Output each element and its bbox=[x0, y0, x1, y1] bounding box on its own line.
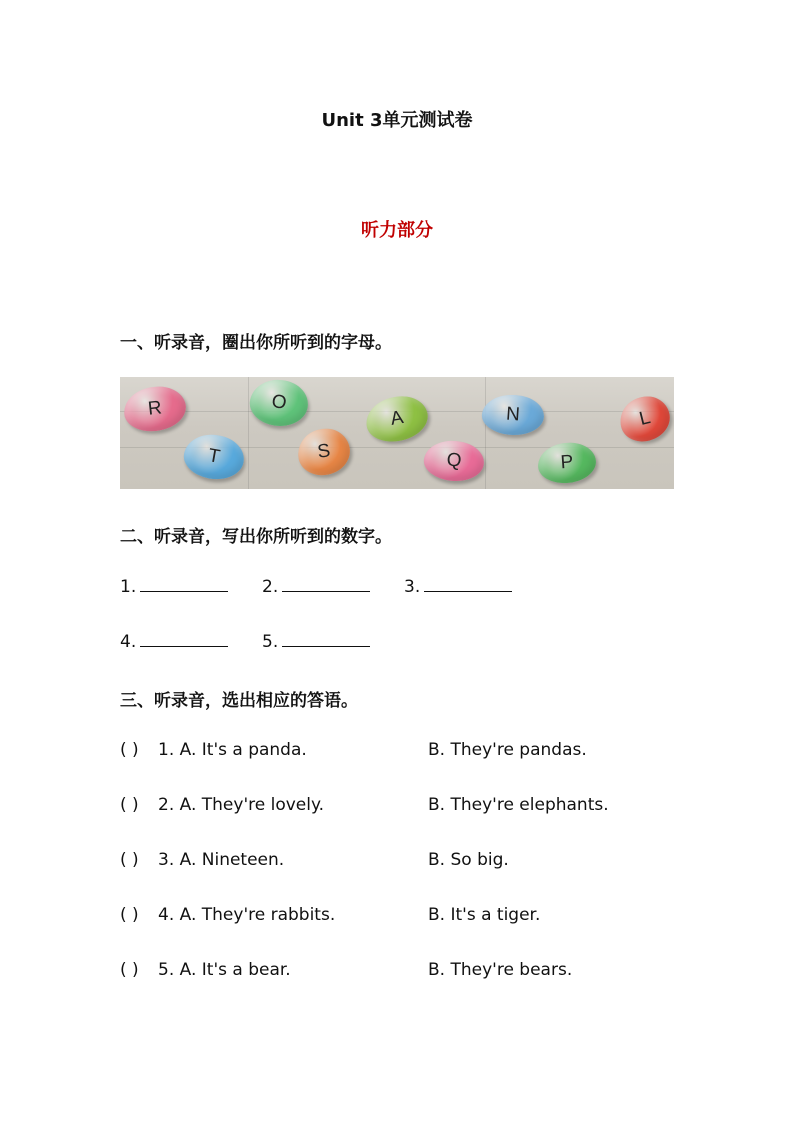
section1-heading: 一、听录音，圈出你所听到的字母。 bbox=[120, 333, 392, 353]
blank-number: 2. bbox=[262, 577, 279, 597]
answer-paren[interactable]: ( ) bbox=[120, 960, 139, 980]
answer-paren[interactable]: ( ) bbox=[120, 740, 139, 760]
option-a: 2. A. They're lovely. bbox=[158, 795, 324, 815]
option-b: B. It's a tiger. bbox=[428, 905, 541, 925]
page-title: Unit 3单元测试卷 bbox=[321, 110, 473, 131]
letter-label: Q bbox=[445, 449, 463, 472]
blank-number: 4. bbox=[120, 632, 137, 652]
option-a: 3. A. Nineteen. bbox=[158, 850, 285, 870]
option-b: B. They're pandas. bbox=[428, 740, 587, 760]
question-row bbox=[120, 795, 680, 819]
option-b: B. So big. bbox=[428, 850, 509, 870]
letter-stone bbox=[122, 384, 188, 434]
letter-label: T bbox=[206, 445, 222, 468]
answer-paren[interactable]: ( ) bbox=[120, 795, 139, 815]
answer-blank[interactable] bbox=[282, 590, 370, 592]
option-a: 1. A. It's a panda. bbox=[158, 740, 307, 760]
question-row bbox=[120, 850, 680, 874]
letter-stone bbox=[363, 392, 432, 446]
letter-stone bbox=[615, 392, 674, 447]
letter-label: P bbox=[559, 451, 575, 474]
letter-label: R bbox=[147, 397, 163, 420]
letter-stone bbox=[422, 438, 486, 484]
option-b: B. They're elephants. bbox=[428, 795, 609, 815]
section3-heading: 三、听录音，选出相应的答语。 bbox=[120, 691, 358, 711]
answer-blank[interactable] bbox=[140, 590, 228, 592]
letter-label: A bbox=[388, 407, 405, 430]
blank-number: 1. bbox=[120, 577, 137, 597]
letter-label: L bbox=[637, 407, 653, 430]
blank-number: 5. bbox=[262, 632, 279, 652]
option-a: 5. A. It's a bear. bbox=[158, 960, 291, 980]
letter-stone bbox=[247, 377, 311, 430]
answer-paren[interactable]: ( ) bbox=[120, 905, 139, 925]
letter-stone bbox=[481, 393, 546, 437]
letter-label: S bbox=[316, 440, 332, 463]
number-blank-1 bbox=[120, 577, 228, 597]
listening-section-title: 听力部分 bbox=[361, 220, 433, 241]
letter-label: N bbox=[505, 403, 521, 426]
question-row bbox=[120, 740, 680, 764]
question-row bbox=[120, 905, 680, 929]
answer-paren[interactable]: ( ) bbox=[120, 850, 139, 870]
letter-label: O bbox=[270, 391, 288, 414]
letter-stones-image bbox=[120, 377, 674, 489]
number-blank-5 bbox=[262, 632, 370, 652]
letter-stone bbox=[295, 426, 353, 479]
number-blank-3 bbox=[404, 577, 512, 597]
option-a: 4. A. They're rabbits. bbox=[158, 905, 336, 925]
answer-blank[interactable] bbox=[282, 645, 370, 647]
option-b: B. They're bears. bbox=[428, 960, 573, 980]
answer-blank[interactable] bbox=[140, 645, 228, 647]
section2-heading: 二、听录音，写出你所听到的数字。 bbox=[120, 527, 392, 547]
number-blank-2 bbox=[262, 577, 370, 597]
letter-stone bbox=[181, 430, 248, 484]
number-blank-4 bbox=[120, 632, 228, 652]
question-row bbox=[120, 960, 680, 984]
answer-blank[interactable] bbox=[424, 590, 512, 592]
blank-number: 3. bbox=[404, 577, 421, 597]
